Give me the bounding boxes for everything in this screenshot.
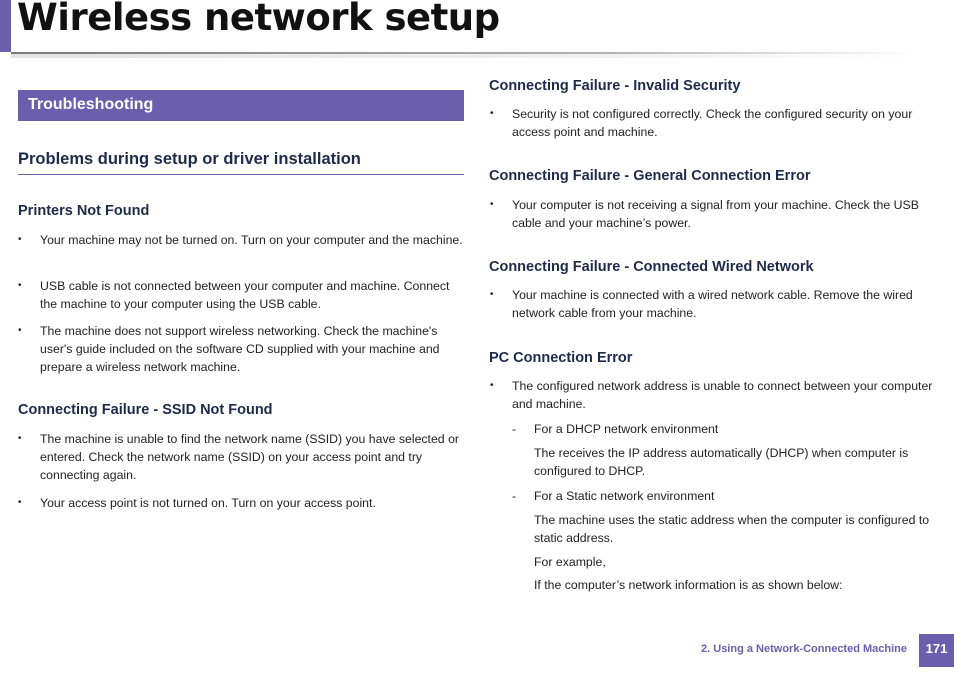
subheading-general-connection-error: Connecting Failure - General Connection Error (489, 168, 811, 184)
example-description: If the computer’s network information is as shown below: (534, 578, 843, 592)
example-label: For example, (534, 555, 606, 569)
list-item: • Your access point is not turned on. Turn on your access point. (18, 496, 376, 510)
bullet-icon: • (18, 280, 22, 291)
section-heading-problems: Problems during setup or driver installation (18, 150, 361, 168)
list-item: • The machine does not support wireless networking. Check the machine's user's guide included on the software CD supplied with your machine and prepare a wireless network machine. (18, 324, 440, 374)
subheading-pc-connection-error: PC Connection Error (489, 350, 633, 366)
page-title: Wireless network setup (17, 0, 500, 39)
dash-icon: - (512, 422, 517, 436)
bullet-icon: • (490, 289, 494, 300)
subheading-invalid-security: Connecting Failure - Invalid Security (489, 78, 741, 94)
list-item: • The machine is unable to find the network name (SSID) you have selected or entered. Check the network name (SSID) on your access point and try connecting again. (18, 432, 460, 482)
page-number-badge: 171 (919, 634, 954, 667)
bullet-icon: • (18, 325, 22, 336)
bullet-icon: • (490, 380, 494, 391)
title-rule-shadow (11, 54, 916, 58)
sub-list-item-dhcp: - For a DHCP network environment (512, 422, 719, 436)
footer-chapter-title: 2. Using a Network-Connected Machine (701, 643, 907, 655)
bullet-icon: • (18, 234, 22, 245)
bullet-icon: • (18, 433, 22, 444)
list-item: • USB cable is not connected between your computer and machine. Connect the machine to your computer using the USB cable. (18, 279, 450, 311)
subheading-ssid-not-found: Connecting Failure - SSID Not Found (18, 402, 273, 418)
bullet-icon: • (490, 108, 494, 119)
bullet-icon: • (18, 497, 22, 508)
heading-rule (18, 174, 464, 175)
list-item: • The configured network address is unable to connect between your computer and machine. (490, 379, 933, 411)
dash-icon: - (512, 489, 517, 503)
list-item: • Security is not configured correctly. Check the configured security on your access point and machine. (490, 107, 913, 139)
subheading-connected-wired-network: Connecting Failure - Connected Wired Network (489, 259, 814, 275)
list-item: • Your machine may not be turned on. Turn on your computer and the machine. (18, 233, 463, 247)
static-description: The machine uses the static address when the computer is configured to static address. (534, 513, 930, 545)
subheading-printers-not-found: Printers Not Found (18, 203, 150, 219)
dhcp-description: The receives the IP address automatically (DHCP) when computer is configured to DHCP. (534, 446, 909, 478)
bullet-icon: • (490, 199, 494, 210)
section-bar-troubleshooting: Troubleshooting (18, 90, 464, 121)
list-item: • Your machine is connected with a wired network cable. Remove the wired network cable from your machine. (490, 288, 913, 320)
list-item: • Your computer is not receiving a signal from your machine. Check the USB cable and your machine’s power. (490, 198, 919, 230)
title-accent-bar (0, 0, 11, 52)
sub-list-item-static: - For a Static network environment (512, 489, 715, 503)
